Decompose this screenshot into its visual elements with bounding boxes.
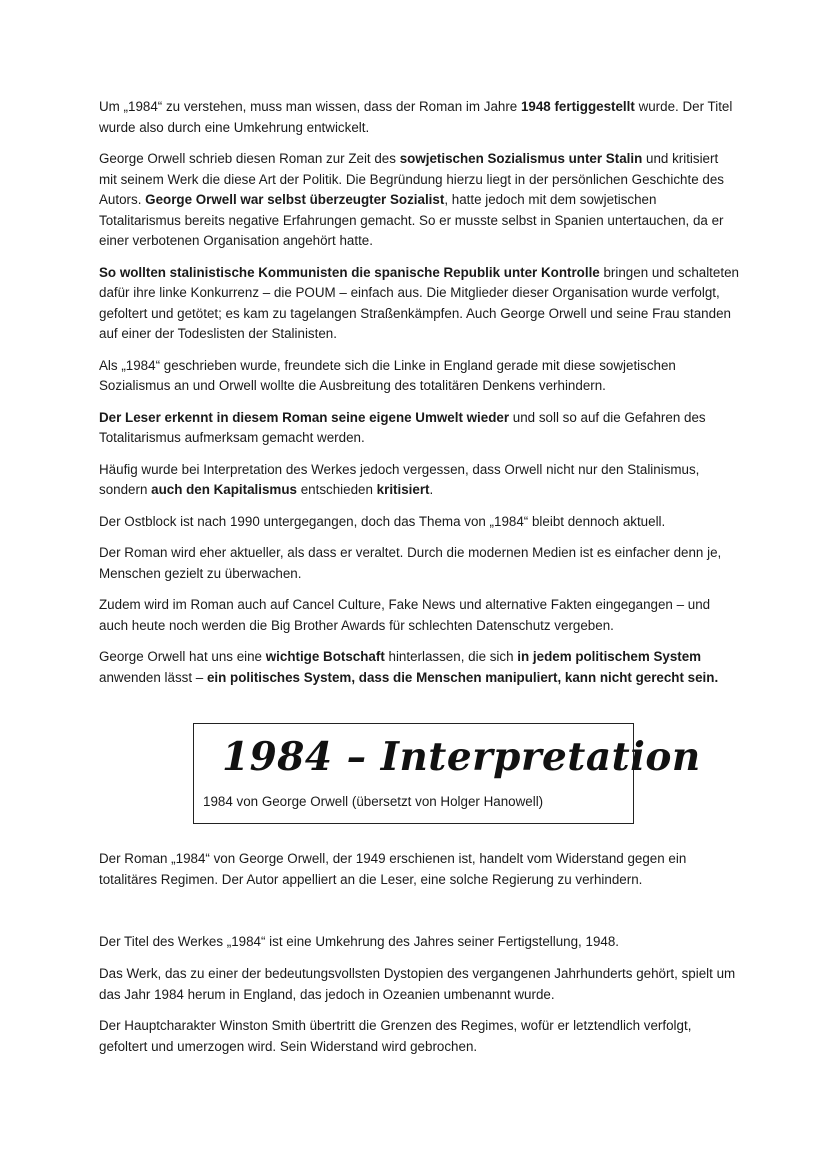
bold-segment: kritisiert — [376, 482, 430, 497]
paragraph-5 — [99, 408, 739, 449]
paragraph-8 — [99, 543, 739, 584]
paragraph-7 — [99, 512, 739, 533]
text-segment: Als „1984“ geschrieben wurde, freundete sich die Linke in England gerade mit diese sowjetischen Sozialismus an und Orwell wollte die Ausbreitung des totalitären Denkens verhindern. — [99, 357, 676, 393]
text-segment: . — [429, 482, 434, 497]
text-segment: , hatte jedoch mit dem sowjetischen Totalitarismus bereits negative Erfahrungen gemacht. So er musste selbst in Spanien untertauchen, da er einer verbotenen Organisation angehört hatte. — [99, 192, 724, 248]
document-subtitle: 1984 von George Orwell (übersetzt von Holger Hanowell) — [203, 794, 544, 809]
bold-segment: auch den Kapitalismus — [151, 482, 297, 497]
text-segment: anwenden lässt – — [99, 669, 207, 685]
text-segment: Zudem wird im Roman auch auf Cancel Culture, Fake News und alternative Fakten eingegangen – und auch heute noch werden die Big Brother Awards für schlechten Datenschutz vergeben. — [99, 597, 711, 633]
bold-segment: George Orwell war selbst überzeugter Sozialist — [145, 192, 445, 207]
text-segment: hinterlassen, die sich — [384, 649, 518, 664]
paragraph-3 — [99, 263, 739, 345]
text-segment: Der Roman wird eher aktueller, als dass er veraltet. Durch die modernen Medien ist es einfacher denn je, Menschen gezielt zu überwachen. — [99, 545, 722, 581]
text-segment: Häufig wurde bei Interpretation des Werkes jedoch vergessen, dass Orwell nicht nur den Stalinismus, sondern — [99, 461, 700, 497]
paragraph-9 — [99, 595, 739, 636]
paragraph-4 — [99, 356, 739, 397]
lower-paragraph-3: Das Werk, das zu einer der bedeutungsvollsten Dystopien des vergangenen Jahrhunderts gehört, spielt um das Jahr 1984 herum in England, das jedoch in Ozeanien umbenannt wurde. — [99, 966, 736, 1002]
lower-paragraph-1: Der Roman „1984“ von George Orwell, der 1949 erschienen ist, handelt vom Widerstand gegen ein totalitäres Regimen. Der Autor appelliert an die Leser, eine solche Regierung zu verhindern. — [99, 851, 687, 887]
text-segment: bringen und schalteten dafür ihre linke Konkurrenz – die POUM – einfach aus. Die Mitglieder dieser Organisation wurde verfolgt, gefoltert und getötet; es kam zu tagelangen Straßenkämpfen. Auch George Orwell und seine Frau standen auf einer der Todeslisten der Stalinisten. — [99, 264, 739, 341]
bold-segment: So wollten stalinistische Kommunisten die spanische Republik unter Kontrolle — [99, 264, 600, 280]
bold-segment: ein politisches System, dass die Menschen manipuliert, kann nicht gerecht sein. — [206, 669, 719, 685]
text-segment: entschieden — [296, 482, 377, 497]
title-box — [193, 723, 701, 824]
paragraph-6 — [99, 460, 739, 501]
paragraph-2 — [99, 149, 739, 252]
bold-segment: sowjetischen Sozialismus unter Stalin — [399, 151, 643, 166]
lower-paragraph-2: Der Titel des Werkes „1984“ ist eine Umkehrung des Jahres seiner Fertigstellung, 1948. — [99, 934, 620, 949]
document-title: 1984 – Interpretation — [222, 734, 701, 780]
text-segment: George Orwell hat uns eine — [99, 649, 266, 664]
paragraph-1 — [99, 97, 739, 138]
lower-paragraph-4: Der Hauptcharakter Winston Smith übertritt die Grenzen des Regimes, wofür er letztendlich verfolgt, gefoltert und umerzogen wird. Sein Widerstand wird gebrochen. — [99, 1018, 692, 1054]
document-body-top — [99, 97, 739, 699]
text-segment: Der Ostblock ist nach 1990 untergegangen, doch das Thema von „1984“ bleibt dennoch aktuell. — [99, 513, 666, 529]
text-segment: wurde. Der Titel wurde also durch eine Umkehrung entwickelt. — [99, 99, 733, 135]
text-segment: Um „1984“ zu verstehen, muss man wissen, dass der Roman im Jahre — [99, 99, 521, 114]
paragraph-10 — [99, 647, 739, 688]
text-segment: und soll so auf die Gefahren des Totalitarismus aufmerksam gemacht werden. — [99, 409, 706, 445]
bold-segment: 1948 fertiggestellt — [520, 99, 635, 114]
text-segment: George Orwell schrieb diesen Roman zur Zeit des — [99, 151, 400, 166]
bold-segment: wichtige Botschaft — [265, 649, 385, 664]
bold-segment: Der Leser erkennt in diesem Roman seine eigene Umwelt wieder — [99, 409, 510, 425]
text-segment: und kritisiert mit seinem Werk die diese Art der Politik. Die Begründung hierzu liegt in der persönlichen Geschichte des Autors. — [99, 151, 724, 207]
bold-segment: in jedem politischem System — [517, 649, 702, 664]
